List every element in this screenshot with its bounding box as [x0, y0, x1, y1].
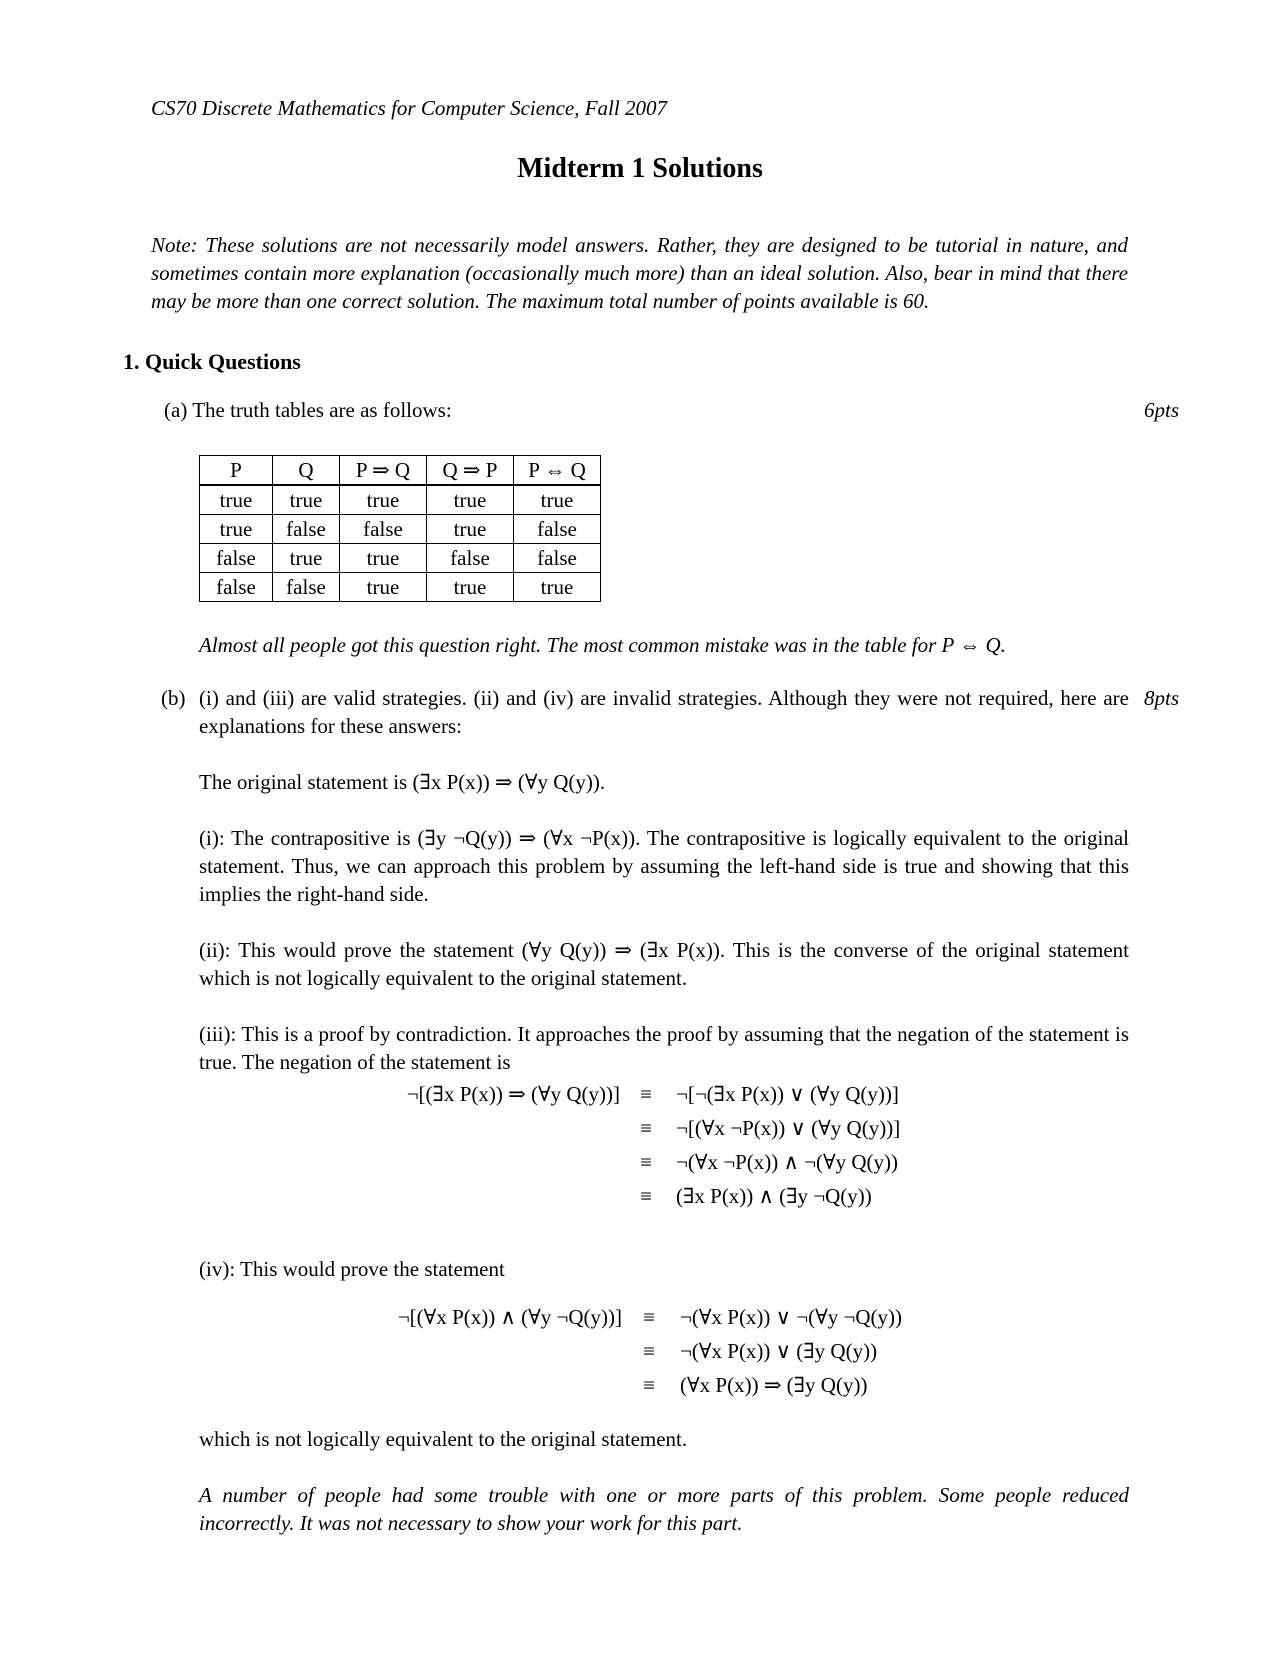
explanation-iv: (iv): This would prove the statement [199, 1257, 505, 1281]
table-cell: false [273, 515, 340, 544]
table-header: P [200, 456, 273, 486]
equation-iv-rhs: ¬(∀x P(x)) ∨ (∃y Q(y)) [680, 1339, 878, 1363]
equiv-symbol: ≡ [643, 1305, 655, 1329]
part-a-label: (a) [164, 398, 188, 422]
table-row [200, 544, 601, 573]
part-b-label: (b) [161, 686, 186, 710]
table-cell: false [273, 573, 340, 602]
table-cell: true [514, 485, 601, 515]
original-statement: The original statement is (∃x P(x)) ⇒ (∀y Q(y)). [199, 770, 606, 794]
explanation-i: (i): The contrapositive is (∃y ¬Q(y)) ⇒ (∀x ¬P(x)). The contrapositive is logically equivalent to the original statement. Thus, we can approach this problem by assuming the left-hand side is true and showing that this implies the right-hand side. [199, 826, 1129, 906]
truth-table-header-row [200, 456, 601, 486]
part-a-points: 6pts [1144, 398, 1180, 422]
table-cell: true [427, 515, 514, 544]
part-a-text: The truth tables are as follows: [192, 398, 452, 422]
table-cell: true [514, 573, 601, 602]
intro-note: Note: These solutions are not necessarily model answers. Rather, they are designed to be tutorial in nature, and sometimes contain more explanation (occasionally much more) than an ideal solution. Also, bear in mind that there may be more than one correct solution. The maximum total number of points available is 60. [151, 233, 1128, 313]
course-header: CS70 Discrete Mathematics for Computer Science, Fall 2007 [151, 96, 667, 120]
conclusion-iv: which is not logically equivalent to the original statement. [199, 1427, 688, 1451]
table-cell: false [200, 544, 273, 573]
equation-iii-rhs: ¬(∀x ¬P(x)) ∧ ¬(∀y Q(y)) [676, 1150, 899, 1174]
table-row [200, 573, 601, 602]
truth-table [199, 455, 601, 602]
table-cell: true [200, 515, 273, 544]
part-b-intro: (i) and (iii) are valid strategies. (ii) and (iv) are invalid strategies. Although they were not required, here are explanations for these answers: [199, 686, 1129, 738]
explanation-iii: (iii): This is a proof by contradiction. It approaches the proof by assuming that the negation of the statement is true. The negation of the statement is [199, 1022, 1129, 1074]
table-header: Q [273, 456, 340, 486]
table-cell: true [427, 573, 514, 602]
table-cell: false [427, 544, 514, 573]
equiv-symbol: ≡ [643, 1373, 655, 1397]
equation-iv-rhs: ¬(∀x P(x)) ∨ ¬(∀y ¬Q(y)) [680, 1305, 903, 1329]
part-b-points: 8pts [1144, 686, 1180, 710]
equation-iv-rhs: (∀x P(x)) ⇒ (∃y Q(y)) [680, 1373, 868, 1397]
table-cell: true [340, 485, 427, 515]
table-cell: true [273, 544, 340, 573]
table-cell: true [340, 544, 427, 573]
page-title: Midterm 1 Solutions [517, 153, 763, 184]
equiv-symbol: ≡ [640, 1082, 652, 1106]
table-cell: false [514, 544, 601, 573]
part-a-comment: Almost all people got this question right. The most common mistake was in the table for P ⇔ Q. [199, 633, 1006, 657]
equiv-symbol: ≡ [640, 1184, 652, 1208]
table-row [200, 515, 601, 544]
table-cell: false [200, 573, 273, 602]
equation-iv-lhs: ¬[(∀x P(x)) ∧ (∀y ¬Q(y))] [397, 1305, 622, 1329]
table-cell: false [340, 515, 427, 544]
part-a-line [164, 396, 452, 424]
table-cell: true [273, 485, 340, 515]
table-cell: true [427, 485, 514, 515]
section-heading [123, 348, 301, 376]
equiv-symbol: ≡ [643, 1339, 655, 1363]
equation-iii-rhs: ¬[¬(∃x P(x)) ∨ (∀y Q(y))] [676, 1082, 899, 1106]
table-cell: true [200, 485, 273, 515]
equiv-symbol: ≡ [640, 1116, 652, 1140]
equation-iii-rhs: (∃x P(x)) ∧ (∃y ¬Q(y)) [676, 1184, 872, 1208]
section-title: Quick Questions [145, 349, 301, 374]
table-cell: false [514, 515, 601, 544]
table-cell: true [340, 573, 427, 602]
equation-iii-rhs: ¬[(∀x ¬P(x)) ∨ (∀y Q(y))] [676, 1116, 901, 1140]
table-header: P ⇒ Q [340, 456, 427, 486]
explanation-ii: (ii): This would prove the statement (∀y Q(y)) ⇒ (∃x P(x)). This is the converse of the original statement which is not logically equivalent to the original statement. [199, 938, 1129, 990]
table-header: Q ⇒ P [427, 456, 514, 486]
section-number: 1. [123, 349, 140, 374]
table-header: P ⇔ Q [514, 456, 601, 486]
table-row [200, 485, 601, 515]
part-b-comment: A number of people had some trouble with one or more parts of this problem. Some people reduced incorrectly. It was not necessary to show your work for this part. [199, 1483, 1129, 1535]
equiv-symbol: ≡ [640, 1150, 652, 1174]
equation-iii-lhs: ¬[(∃x P(x)) ⇒ (∀y Q(y))] [406, 1082, 620, 1106]
